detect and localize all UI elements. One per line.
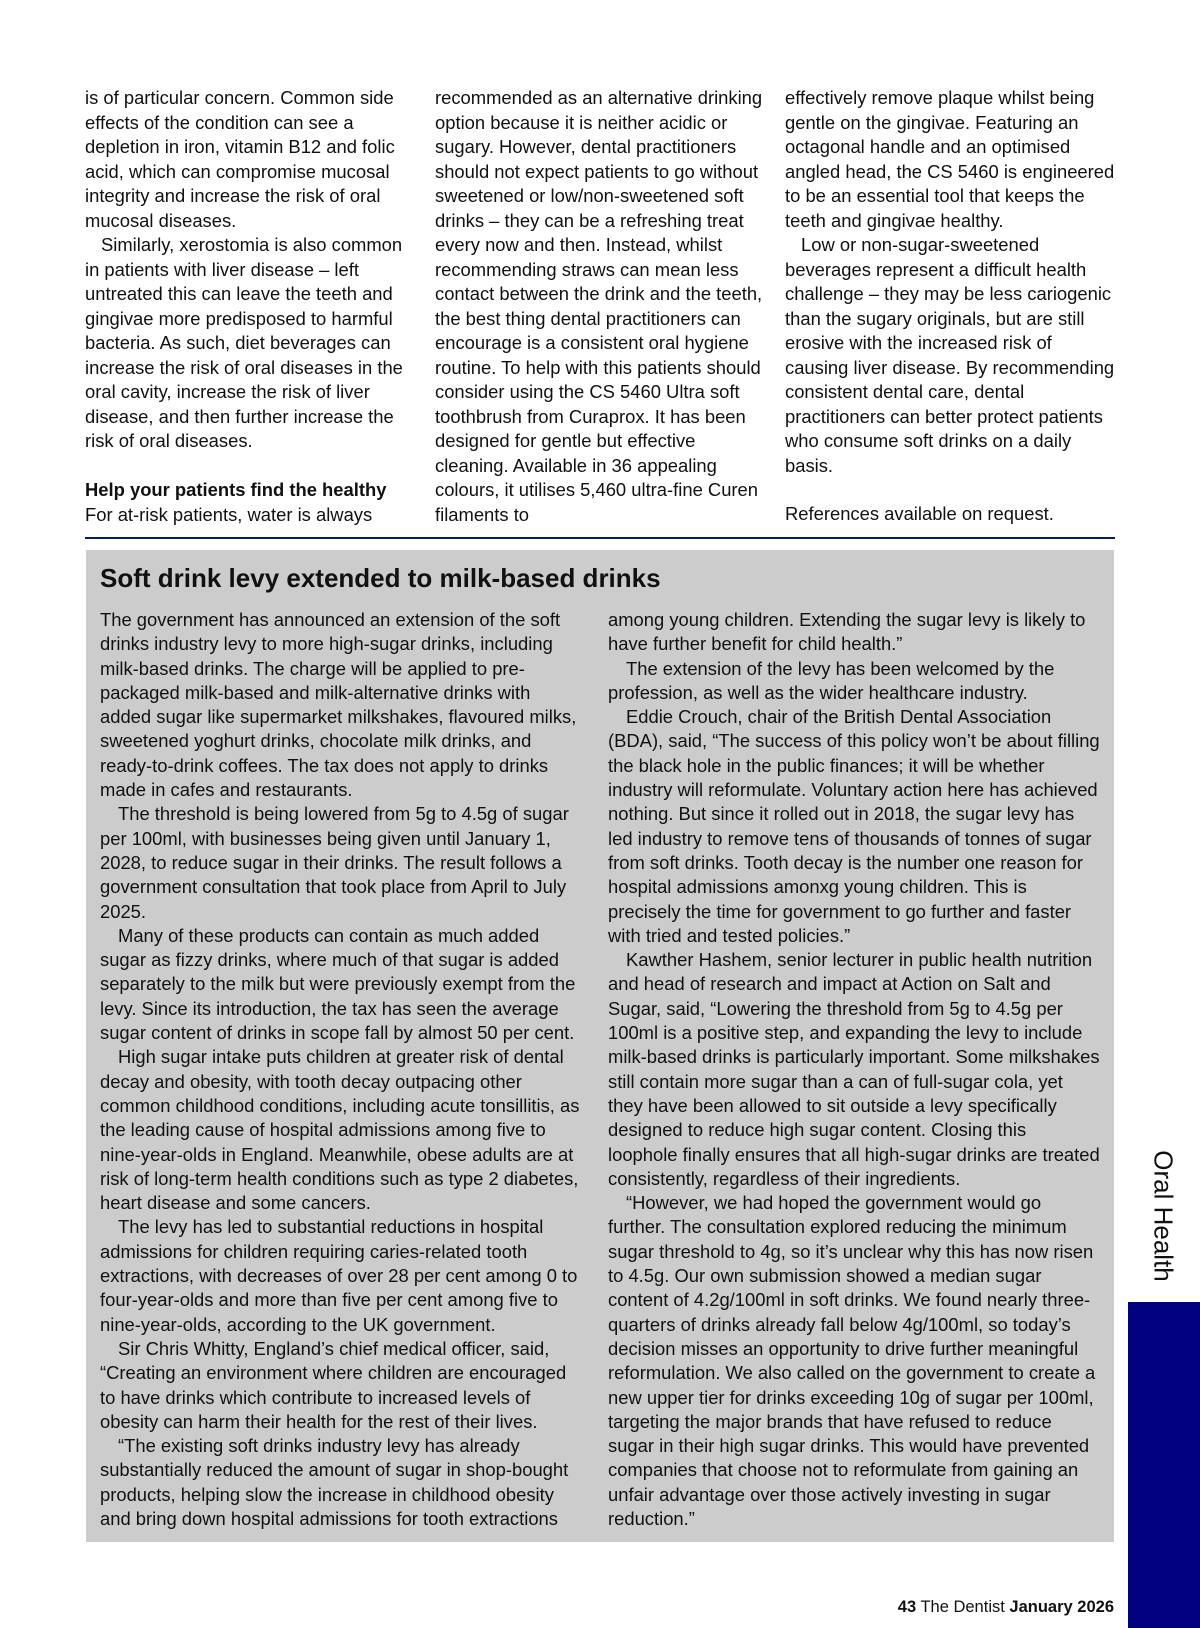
news-paragraph: “However, we had hoped the government would go further. The consultation explored reducing the minimum sugar threshold to 4g, so it’s unclear why this has now risen to 4.5g. Our own submission showed a median sugar content of 4.2g/100ml in soft drinks. We found nearly three-quarters of drinks already fall below 4g/100ml, so today’s decision misses an opportunity to drive further meaningful reformulation. We also called on the government to create a new upper tier for drinks exceeding 10g of sugar per 100ml, targeting the major brands that have refused to reduce sugar in their high sugar drinks. This would have prevented companies that choose not to reformulate from gaining an unfair advantage over those actively investing in sugar reduction.” (608, 1192, 1096, 1529)
news-paragraph: The levy has led to substantial reductions in hospital admissions for children requiring caries-related tooth extractions, with decreases of over 28 per cent among 0 to four-year-olds and more than five per cent among five to nine-year-olds, according to the UK government. (100, 1216, 578, 1335)
article-paragraph: effectively remove plaque whilst being gentle on the gingivae. Featuring an octagonal handle and an optimised angled head, the CS 5460 is engineered to be an essential tool that keeps the teeth and gingivae healthy. (785, 87, 1115, 231)
article-paragraph: Low or non-sugar-sweetened beverages represent a difficult health challenge – they may be less cariogenic than the sugary originals, but are still erosive with the increased risk of causing liver disease. By recommending consistent dental care, dental practitioners can better protect patients who consume soft drinks on a daily basis. (785, 234, 1115, 476)
news-paragraph: Eddie Crouch, chair of the British Dental Association (BDA), said, “The success of this policy won’t be about filling the black hole in the public finances; it will be whether industry will reformulate. Voluntary action here has achieved nothing. But since it rolled out in 2018, the sugar levy has led industry to remove tens of thousands of tonnes of sugar from soft drinks. Tooth decay is the number one reason for hospital admissions amonxg young children. This is precisely the time for government to go further and faster with tried and tested policies.” (608, 706, 1100, 946)
news-paragraph: The government has announced an extension of the soft drinks industry levy to more high-sugar drinks, including milk-based drinks. The charge will be applied to pre-packaged milk-based and milk-alternative drinks with added sugar like supermarket milkshakes, flavoured milks, sweetened yoghurt drinks, chocolate milk drinks, and ready-to-drink coffees. The tax does not apply to drinks made in cafes and restaurants. (100, 609, 577, 801)
section-side-label (1138, 1136, 1188, 1296)
article-column-1 (85, 86, 415, 525)
news-column-1 (100, 608, 586, 1531)
page-footer (898, 1597, 1114, 1617)
article-paragraph: Similarly, xerostomia is also common in patients with liver disease – left untreated this can leave the teeth and gingivae more predisposed to harmful bacteria. As such, diet beverages can increase the risk of oral diseases in the oral cavity, increase the risk of liver disease, and then further increase the risk of oral diseases. (85, 234, 403, 451)
news-box (86, 550, 1114, 1542)
news-column-2 (608, 608, 1100, 1531)
news-paragraph: The extension of the levy has been welcomed by the profession, as well as the wider healthcare industry. (608, 657, 1055, 703)
issue-date: January 2026 (1009, 1598, 1114, 1616)
section-color-tab (1128, 1302, 1200, 1628)
news-paragraph: Kawther Hashem, senior lecturer in public health nutrition and head of research and impact at Action on Salt and Sugar, said, “Lowering the threshold from 5g to 4.5g per 100ml is a positive step, and expanding the levy to include milk-based drinks is particularly important. Some milkshakes still contain more sugar than a can of full-sugar cola, yet they have been allowed to sit outside a levy specifically designed to reduce high sugar content. Closing this loophole finally ensures that all high-sugar drinks are treated consistently, regardless of their ingredients. (608, 949, 1100, 1189)
references-note: References available on request. (785, 503, 1054, 524)
section-divider (85, 537, 1115, 539)
article-column-2 (435, 86, 765, 527)
article-subheading: Help your patients find the healthy (85, 479, 387, 500)
section-label-text: Oral Health (1148, 1150, 1179, 1282)
article-continuation (85, 86, 1115, 532)
publication-name: The Dentist (920, 1598, 1005, 1616)
news-paragraph: Many of these products can contain as much added sugar as fizzy drinks, where much of that sugar is added separately to the milk but were previously exempt from the levy. Since its introduction, the tax has seen the average sugar content of drinks in scope fall by almost 50 per cent. (100, 924, 576, 1044)
article-section (85, 478, 415, 527)
news-paragraph: “The existing soft drinks industry levy has already substantially reduced the amount of sugar in shop-bought products, helping slow the increase in childhood obesity and bring down hospital admissions for tooth extractions (100, 1435, 569, 1529)
news-paragraph: Sir Chris Whitty, England’s chief medical officer, said, “Creating an environment where children are encouraged to have drinks which contribute to increased levels of obesity can harm their health for the rest of their lives. (100, 1337, 567, 1432)
news-paragraph: among young children. Extending the sugar levy is likely to have further benefit for child health.” (608, 609, 1086, 655)
news-paragraph: The threshold is being lowered from 5g to 4.5g of sugar per 100ml, with businesses being given until January 1, 2028, to reduce sugar in their drinks. The result follows a government consultation that took place from April to July 2025. (100, 803, 569, 922)
article-paragraph: is of particular concern. Common side effects of the condition can see a depletion in iron, vitamin B12 and folic acid, which can compromise mucosal integrity and increase the risk of oral mucosal diseases. (85, 87, 395, 231)
news-paragraph: High sugar intake puts children at greater risk of dental decay and obesity, with tooth decay outpacing other common childhood conditions, including acute tonsillitis, as the leading cause of hospital admissions among five to nine-year-olds in England. Meanwhile, obese adults are at risk of long-term health conditions such as type 2 diabetes, heart disease and some cancers. (100, 1046, 580, 1214)
article-column-3 (785, 86, 1115, 524)
page-number: 43 (897, 1598, 917, 1616)
article-paragraph: recommended as an alternative drinking option because it is neither acidic or sugary. However, dental practitioners should not expect patients to go without sweetened or low/non-sweetened soft drinks – they can be a refreshing treat every now and then. Instead, whilst recommending straws can mean less contact between the drink and the teeth, the best thing dental practitioners can encourage is a consistent oral hygiene routine. To help with this patients should consider using the CS 5460 Ultra soft toothbrush from Curaprox. It has been designed for gentle but effective cleaning. Available in 36 appealing colours, it utilises 5,460 ultra-fine Curen filaments to (435, 87, 763, 525)
article-paragraph: For at-risk patients, water is always (85, 503, 373, 525)
news-box-title: Soft drink levy extended to milk-based drinks (100, 563, 661, 593)
